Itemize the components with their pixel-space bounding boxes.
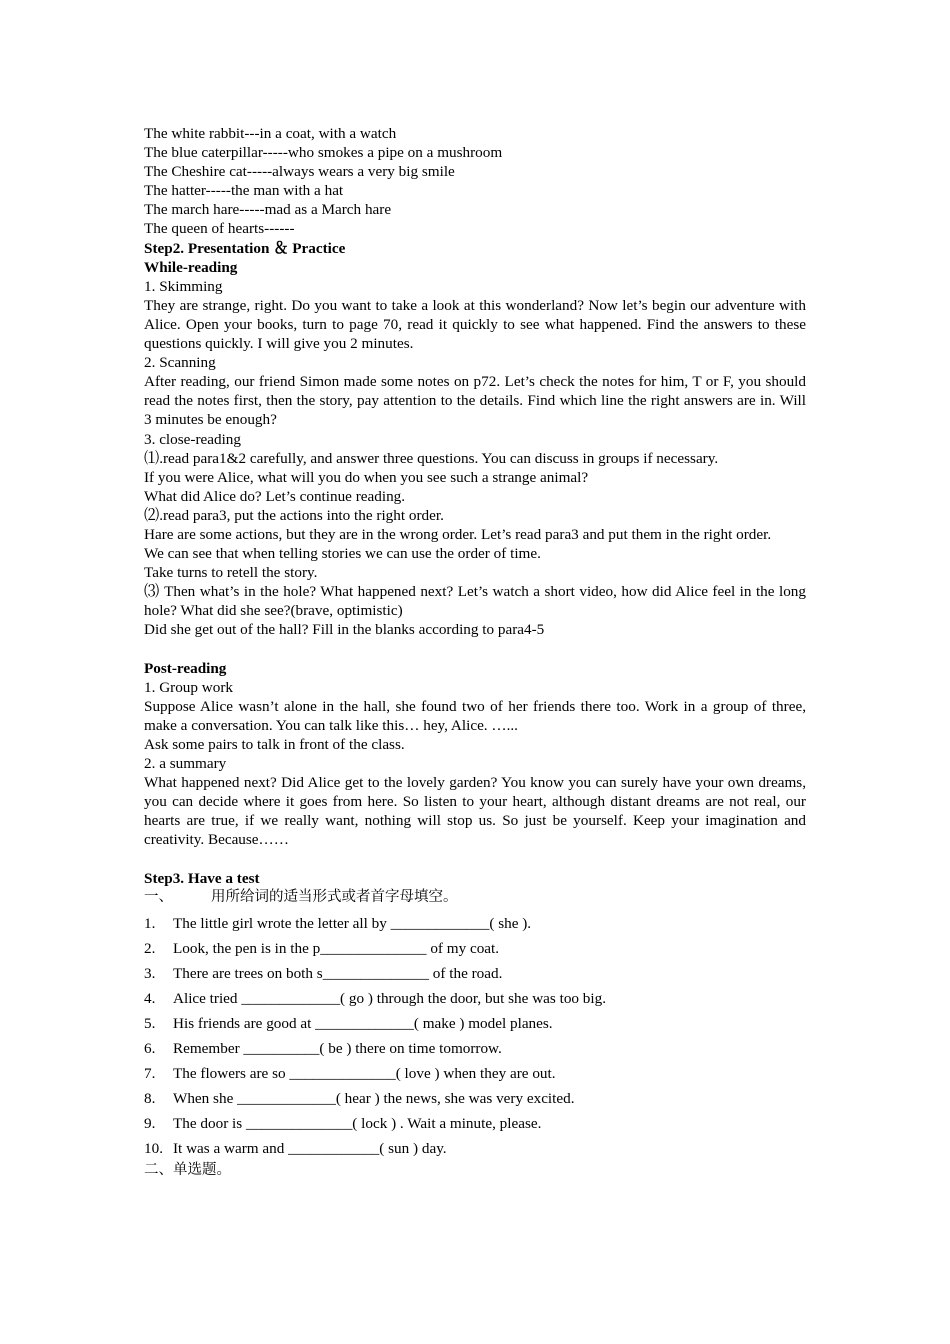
exercise-number: 4. [144,989,156,1007]
close-reading-item: We can see that when telling stories we can use the order of time. [144,545,541,563]
exercise-number: 3. [144,964,156,982]
exercise-item [144,911,806,936]
section1-instruction [144,888,806,907]
exercise-text: It was a warm and ____________( sun ) day. [173,1139,447,1157]
exercise-text: Alice tried _____________( go ) through the door, but she was too big. [173,989,607,1007]
character-line: The hatter-----the man with a hat [144,182,344,200]
exercise-list [144,911,806,1161]
close-reading-title: 3. close-reading [144,430,241,448]
exercise-item [144,936,806,961]
section1-number: 一、 [144,888,173,905]
group-work-text: Suppose Alice wasn’t alone in the hall, she found two of her friends there too. Work in a group of three, make a conversation. You can talk like this… hey, Alice. …... [144,697,806,734]
exercise-item [144,986,806,1011]
while-reading-heading: While-reading [144,258,238,276]
skimming-text: They are strange, right. Do you want to take a look at this wonderland? Now let’s begin our adventure with Alice. Open your books, turn to page 70, read it quickly to see what happened. Find the answers to these questions quickly. I will give you 2 minutes. [144,296,806,353]
exercise-item [144,1061,806,1086]
close-reading-item: Did she get out of the hall? Fill in the blanks according to para4-5 [144,621,545,639]
exercise-number: 5. [144,1014,156,1032]
exercise-text: His friends are good at _____________( make ) model planes. [173,1014,553,1032]
exercise-item [144,1136,806,1161]
character-line: The blue caterpillar-----who smokes a pipe on a mushroom [144,144,503,162]
close-reading-item: ⑶ Then what’s in the hole? What happened next? Let’s watch a short video, how did Alice feel in the long hole? What did she see?(brave, optimistic) [144,583,806,620]
post-reading-heading: Post-reading [144,659,227,677]
exercise-text: The little girl wrote the letter all by _____________( she ). [173,914,532,932]
step3-heading: Step3. Have a test [144,869,260,887]
step3-section [144,869,806,1180]
character-line: The white rabbit---in a coat, with a watch [144,125,397,142]
exercise-item [144,961,806,986]
step2-section [144,239,806,640]
close-reading-item: Hare are some actions, but they are in the wrong order. Let’s read para3 and put them in the right order. [144,525,772,543]
exercise-number: 8. [144,1089,156,1107]
group-work-title: 1. Group work [144,678,234,696]
exercise-item [144,1086,806,1111]
document-page [144,124,806,1180]
exercise-text: There are trees on both s______________ of the road. [173,964,503,982]
exercise-text: The flowers are so ______________( love ) when they are out. [173,1064,556,1082]
exercise-item [144,1111,806,1136]
section1-title: 用所给词的适当形式或者首字母填空。 [211,888,458,905]
exercise-text: When she _____________( hear ) the news, she was very excited. [173,1089,575,1107]
step2-heading: Step2. Presentation ＆ Practice [144,239,346,257]
skimming-title: 1. Skimming [144,277,223,295]
post-reading-section [144,659,806,850]
close-reading-item: What did Alice do? Let’s continue reading. [144,487,406,505]
blank-line [144,850,806,869]
scanning-text: After reading, our friend Simon made some notes on p72. Let’s check the notes for him, T or F, you should read the notes first, then the story, pay attention to the details. Find which line the right answers are in. Will 3 minutes be enough? [144,373,806,429]
exercise-number: 1. [144,914,156,932]
exercise-number: 9. [144,1114,156,1132]
character-line: The Cheshire cat-----always wears a very big smile [144,163,455,181]
exercise-item [144,1036,806,1061]
character-line: The queen of hearts------ [144,220,295,238]
exercise-number: 10. [144,1139,163,1157]
exercise-item [144,1011,806,1036]
close-reading-item: ⑴.read para1&2 carefully, and answer three questions. You can discuss in groups if necessary. [144,449,719,467]
section2-title: 二、单选题。 [144,1161,231,1178]
exercise-text: The door is ______________( lock ) . Wait a minute, please. [173,1114,542,1132]
exercise-number: 2. [144,939,156,957]
character-list [144,124,806,239]
exercise-number: 6. [144,1039,156,1057]
exercise-text: Remember __________( be ) there on time tomorrow. [173,1039,502,1057]
exercise-text: Look, the pen is in the p______________ of my coat. [173,939,500,957]
summary-text: What happened next? Did Alice get to the lovely garden? You know you can surely have your own dreams, you can decide where it goes from here. So listen to your heart, although distant dreams are not real, our hearts are true, if we really want, nothing will stop us. So just be yourself. Keep your imagination and creativity. Because…… [144,774,806,849]
close-reading-item: Take turns to retell the story. [144,564,318,582]
group-work-note: Ask some pairs to talk in front of the class. [144,736,405,753]
close-reading-item: ⑵.read para3, put the actions into the right order. [144,506,444,524]
exercise-number: 7. [144,1064,156,1082]
close-reading-item: If you were Alice, what will you do when you see such a strange animal? [144,468,589,486]
scanning-title: 2. Scanning [144,354,216,372]
summary-title: 2. a summary [144,755,227,773]
character-line: The march hare-----mad as a March hare [144,201,392,219]
blank-line [144,640,806,659]
